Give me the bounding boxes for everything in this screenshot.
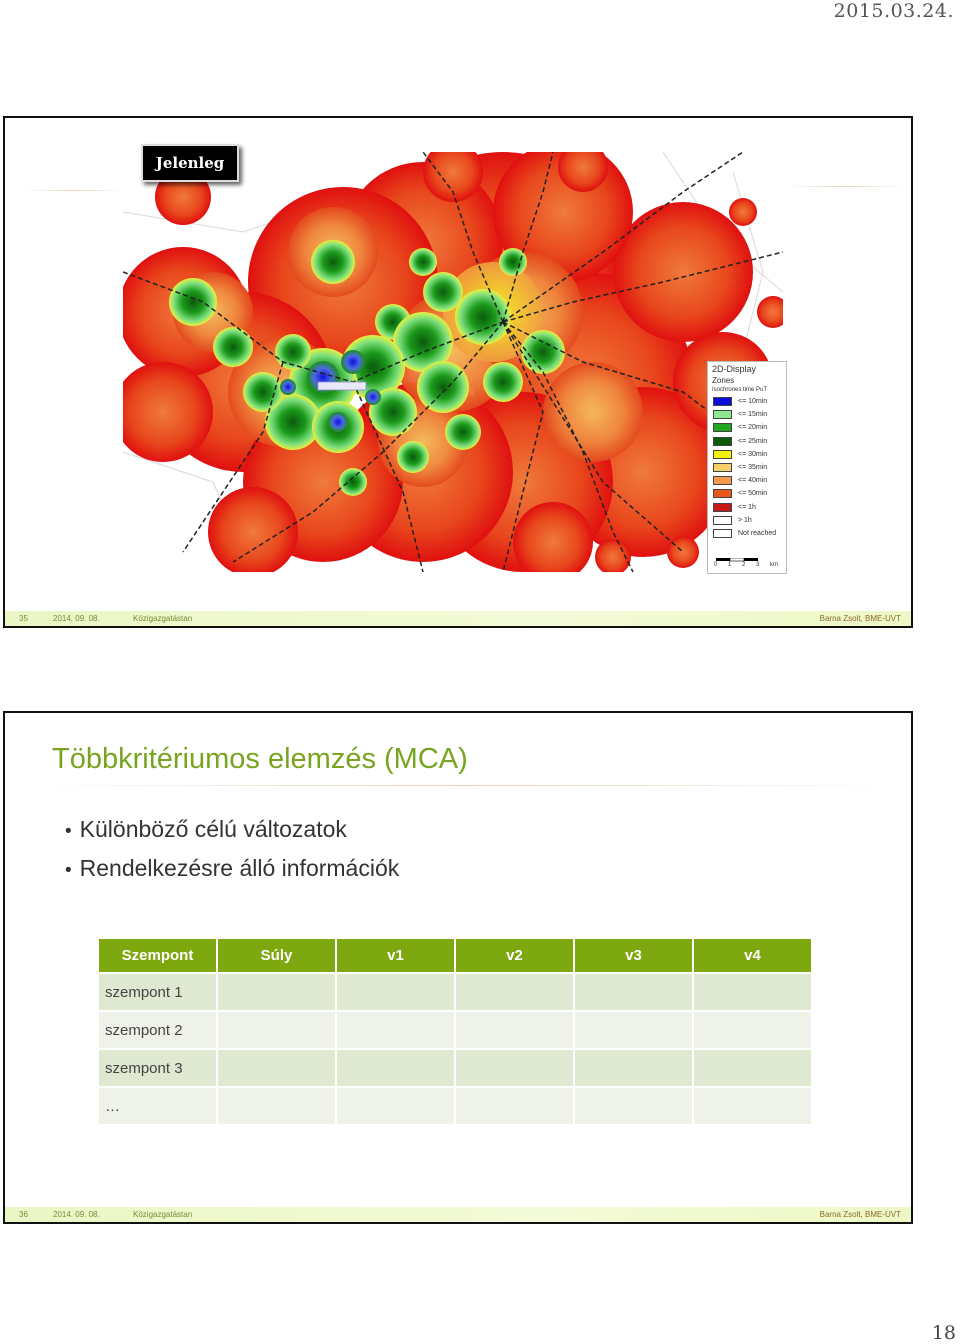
legend-label: <= 1h [738, 503, 756, 511]
table-cell [693, 1087, 812, 1125]
header-v2: v2 [455, 939, 574, 973]
legend-label: <= 15min [738, 411, 768, 419]
map-label: Jelenleg [141, 144, 239, 182]
slide-title: Többkritériumos elemzés (MCA) [52, 743, 468, 775]
title-underline [23, 785, 903, 786]
legend-item [708, 408, 786, 421]
legend-item [708, 461, 786, 474]
table-cell [574, 1011, 693, 1049]
legend-label: > 1h [738, 516, 752, 524]
legend-swatch [713, 503, 732, 512]
print-date: 2015.03.24. [833, 0, 954, 22]
legend-item [708, 435, 786, 448]
scale-tick-label: 3 [756, 562, 760, 568]
footer-date: 2014. 09. 08. [53, 1210, 100, 1219]
header-suly: Súly [217, 939, 336, 973]
legend-label: <= 40min [738, 477, 768, 485]
legend-item [708, 527, 786, 540]
table-cell [693, 973, 812, 1011]
footer-author: Barna Zsolt, BME-UVT [819, 1210, 901, 1219]
bullet-item: • Rendelkezésre álló információk [65, 853, 399, 892]
table-cell: szempont 1 [99, 973, 217, 1011]
table-cell [455, 1011, 574, 1049]
table-cell [574, 1049, 693, 1087]
legend-item [708, 448, 786, 461]
slide-footer [5, 611, 911, 626]
legend-label: <= 20min [738, 424, 768, 432]
legend-item [708, 421, 786, 434]
header-v1: v1 [336, 939, 455, 973]
map-legend [707, 361, 787, 574]
legend-items [708, 395, 786, 540]
legend-swatch [713, 437, 732, 446]
footer-slide-number: 35 [19, 614, 28, 623]
footer-course: Közigazgatástan [133, 1210, 193, 1219]
legend-label: <= 10min [738, 398, 768, 406]
bullet-item: • Különböző célú változatok [65, 814, 399, 853]
legend-label: Not reached [738, 529, 777, 537]
header-v4: v4 [693, 939, 812, 973]
isochrone-map [123, 152, 783, 572]
legend-label: <= 35min [738, 464, 768, 472]
table-row [99, 1049, 812, 1087]
legend-swatch [713, 516, 732, 525]
legend-swatch [713, 476, 732, 485]
table-cell [455, 1087, 574, 1125]
table-row [99, 973, 812, 1011]
table-cell [336, 973, 455, 1011]
table-cell: szempont 2 [99, 1011, 217, 1049]
legend-swatch [713, 397, 732, 406]
table-row [99, 1087, 812, 1125]
table-cell: szempont 3 [99, 1049, 217, 1087]
legend-swatch [713, 463, 732, 472]
table-cell [336, 1011, 455, 1049]
legend-subtitle: Zones [712, 376, 735, 385]
legend-swatch [713, 529, 732, 538]
legend-label: <= 30min [738, 450, 768, 458]
legend-swatch [713, 410, 732, 419]
legend-label: <= 25min [738, 437, 768, 445]
footer-course: Közigazgatástan [133, 614, 193, 623]
footer-slide-number: 36 [19, 1210, 28, 1219]
table-cell [455, 1049, 574, 1087]
table-cell: … [99, 1087, 217, 1125]
footer-date: 2014. 09. 08. [53, 614, 100, 623]
scale-tick-label: 2 [742, 562, 746, 568]
decorative-line [23, 190, 123, 191]
decorative-line [785, 186, 905, 187]
legend-item [708, 395, 786, 408]
slide-footer [5, 1207, 911, 1222]
scale-tick-label: 0 [714, 562, 718, 568]
table-cell [336, 1049, 455, 1087]
table-cell [217, 1011, 336, 1049]
legend-swatch [713, 489, 732, 498]
table-cell [693, 1049, 812, 1087]
legend-scale [714, 558, 782, 570]
scale-tick-label: km [770, 562, 778, 568]
table-cell [693, 1011, 812, 1049]
legend-description: Isochrones time PuT [712, 387, 768, 393]
slide-35 [3, 116, 913, 628]
page-number: 18 [931, 1322, 956, 1344]
table-cell [455, 973, 574, 1011]
table-cell [336, 1087, 455, 1125]
scale-tick-label: 1 [728, 562, 732, 568]
table-cell [217, 1049, 336, 1087]
header-szempont: Szempont [99, 939, 217, 973]
slide-36 [3, 711, 913, 1224]
table-header-row [99, 939, 812, 973]
legend-item [708, 501, 786, 514]
bullet-list [65, 814, 399, 892]
table-row [99, 1011, 812, 1049]
legend-item [708, 514, 786, 527]
legend-title: 2D-Display [712, 364, 757, 374]
table-cell [574, 1087, 693, 1125]
legend-item [708, 474, 786, 487]
header-v3: v3 [574, 939, 693, 973]
legend-swatch [713, 423, 732, 432]
mca-table [99, 939, 813, 1126]
table-cell [217, 1087, 336, 1125]
legend-item [708, 487, 786, 500]
table-cell [574, 973, 693, 1011]
legend-label: <= 50min [738, 490, 768, 498]
legend-swatch [713, 450, 732, 459]
table-cell [217, 973, 336, 1011]
footer-author: Barna Zsolt, BME-UVT [819, 614, 901, 623]
